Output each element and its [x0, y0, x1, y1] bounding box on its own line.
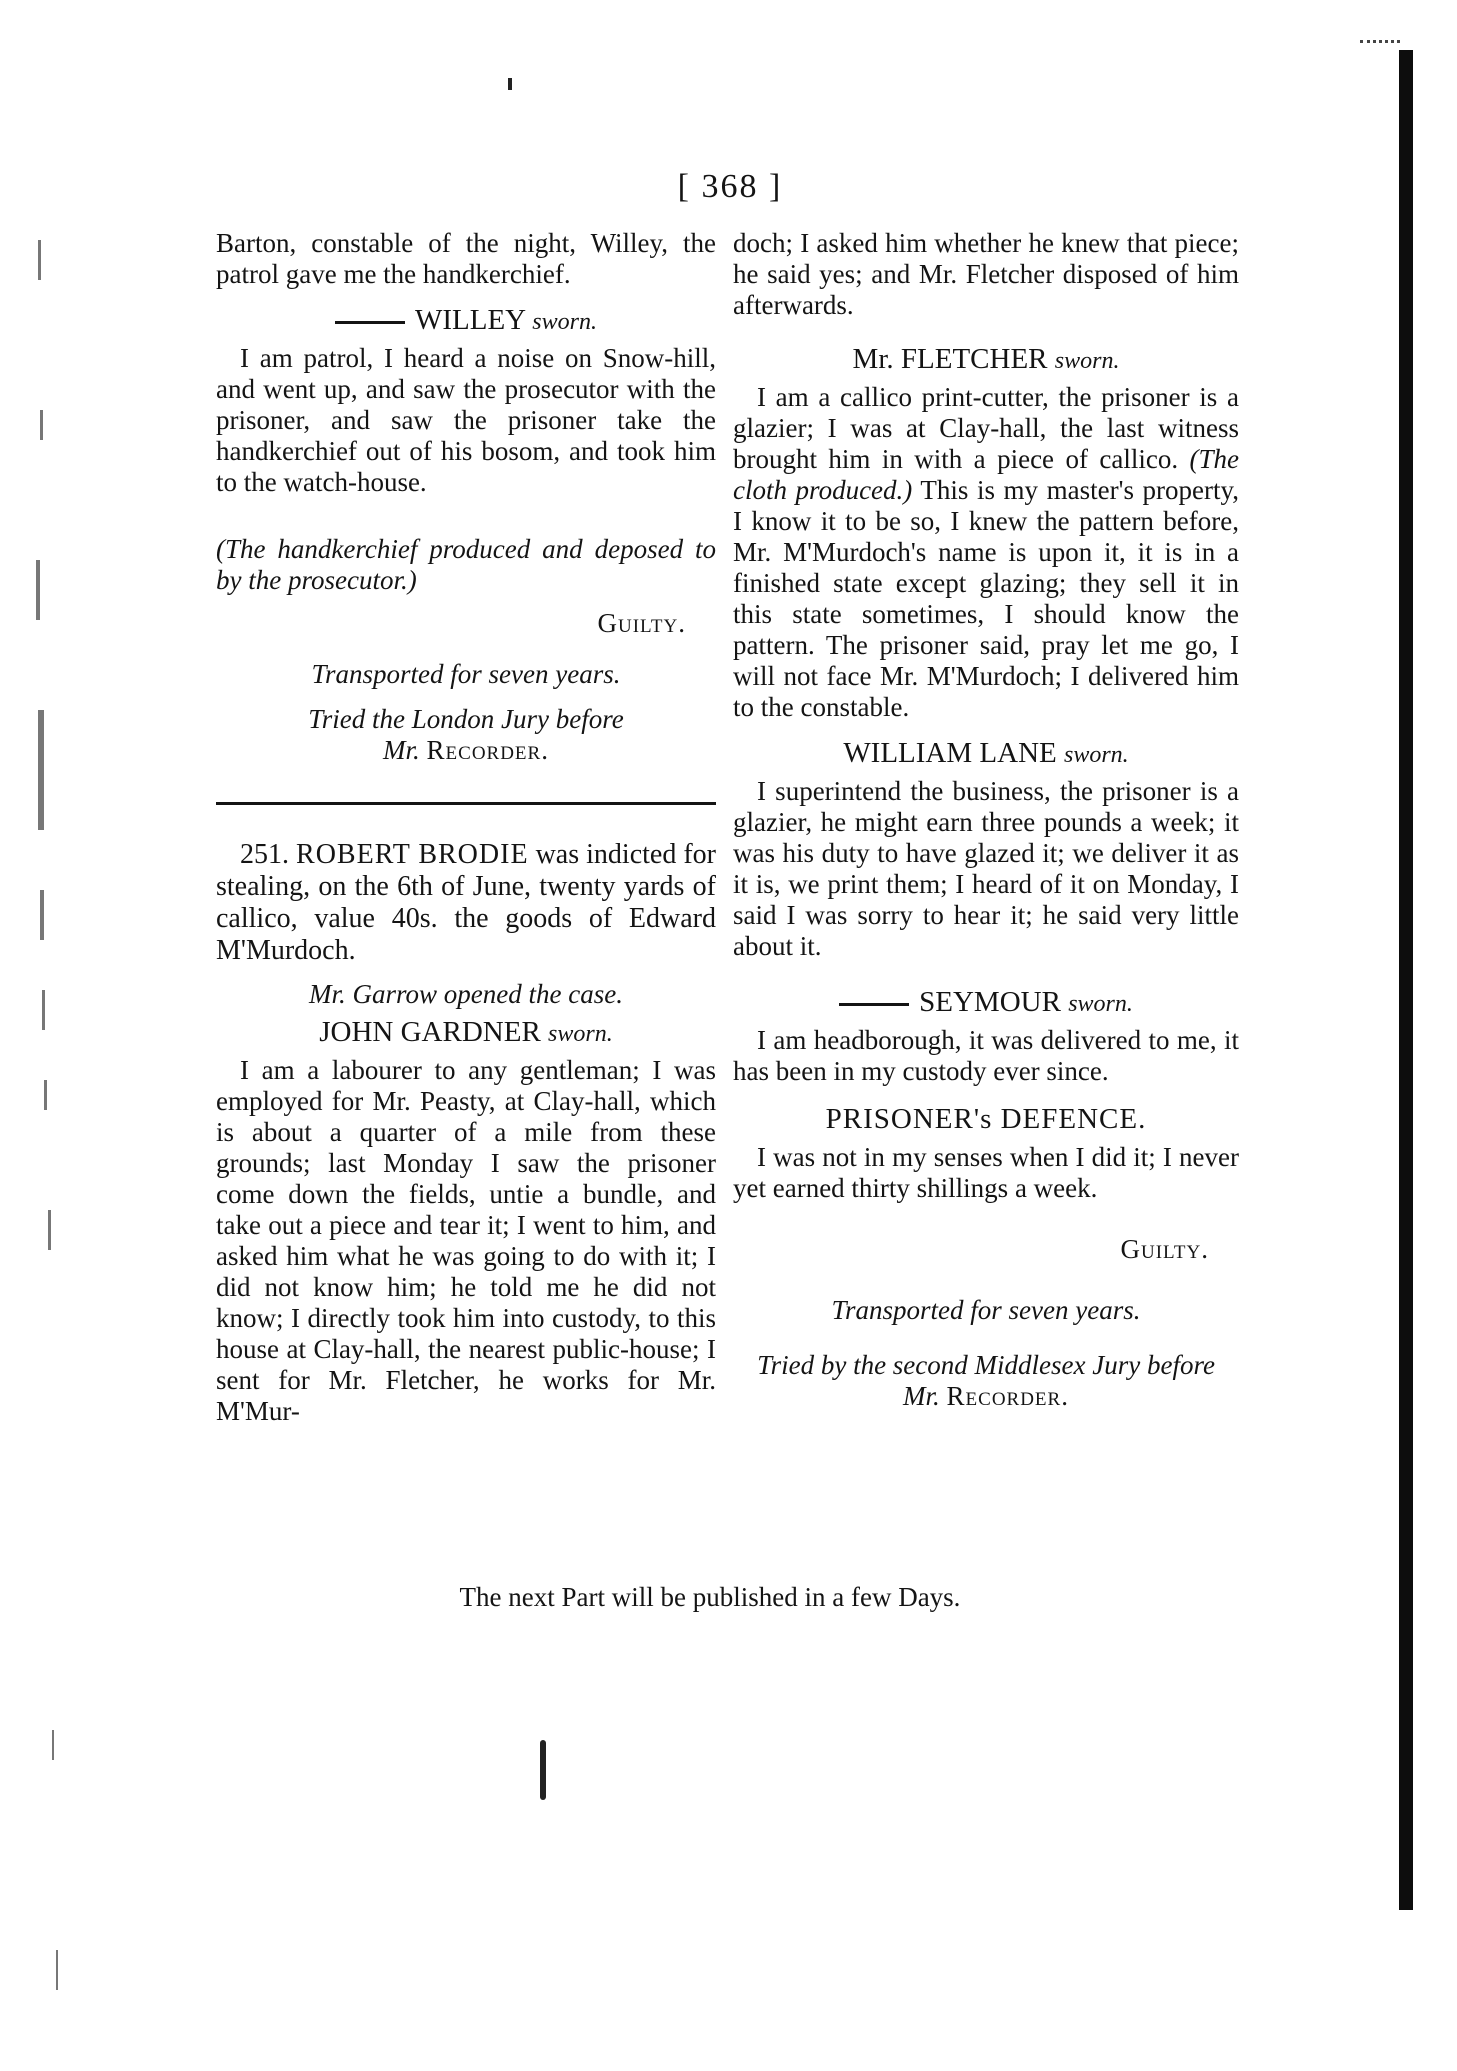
- sentence: Transported for seven years.: [311, 659, 621, 689]
- counsel-opened: Mr. Garrow opened the case.: [309, 979, 623, 1009]
- indictment-text: was indicted for stealing, on the 6th of June, twenty yards of callico, value 40s. the goods of Edward M'Murdoch.: [216, 839, 717, 966]
- scan-speck: [540, 1740, 546, 1800]
- sworn-label: sworn.: [1054, 348, 1120, 374]
- top-right-scan-dots: [1360, 40, 1400, 59]
- sworn-label: sworn.: [1063, 742, 1129, 768]
- witness-name: WILLIAM LANE: [843, 737, 1057, 769]
- sworn-label: sworn.: [1068, 991, 1133, 1017]
- defendant-name: ROBERT BRODIE: [296, 839, 529, 870]
- verdict: Guilty.: [1120, 1234, 1209, 1264]
- seymour-testimony: I am headborough, it was delivered to me, it has been in my custody ever since.: [733, 1025, 1239, 1086]
- sentence: Transported for seven years.: [831, 1295, 1141, 1325]
- scan-speck: [508, 78, 512, 90]
- willey-testimony: I am patrol, I heard a noise on Snow-hill, and went up, and saw the prosecutor with the prisoner, and saw the prisoner take the handkerchief out of his bosom, and took him to the watch-house.: [216, 343, 716, 497]
- tried-before: [733, 1350, 1239, 1412]
- heading-dash: [335, 321, 405, 324]
- tried-before: [216, 704, 716, 766]
- tried-mr: Mr.: [903, 1381, 940, 1411]
- witness-heading-gardner: [216, 1016, 716, 1051]
- page-number: [ 368 ]: [677, 168, 783, 205]
- continuation-paragraph: doch; I asked him whether he knew that piece; he said yes; and Mr. Fletcher disposed of him afterwards.: [733, 228, 1239, 320]
- witness-name: Mr. FLETCHER: [852, 343, 1048, 375]
- fletcher-testimony: [733, 382, 1239, 723]
- witness-name: WILLEY: [415, 304, 526, 336]
- tried-recorder: Recorder.: [426, 735, 549, 765]
- gardner-testimony: I am a labourer to any gentleman; I was employed for Mr. Peasty, at Clay-hall, which is about a quarter of a mile from these grounds; last Monday I saw the prisoner come down the fields, untie a bundle, and take out a piece and tear it; I went to him, and asked him what he was going to do with it; I did not know him; he told me he did not know; I directly took him into custody, to this house at Clay-hall, the nearest public-house; I sent for Mr. Fletcher, he works for Mr. M'Mur-: [216, 1055, 716, 1426]
- case-number: 251.: [240, 839, 289, 870]
- cloth-produced-note: (The cloth produced.): [733, 444, 1239, 505]
- sworn-label: sworn.: [548, 1021, 613, 1047]
- left-edge-scan-marks: [0, 90, 90, 2070]
- witness-name: SEYMOUR: [919, 986, 1061, 1018]
- left-column: [216, 228, 716, 1427]
- verdict: Guilty.: [597, 608, 686, 638]
- fletcher-testimony-part-2: This is my master's property, I know it to be so, I knew the pattern before, Mr. M'Murdoch's name is upon it, it is in a finished state except glazing; they sell it in this state sometimes, I should know the pattern. The prisoner said, pray let me go, I will not face Mr. M'Murdoch; I delivered him to the constable.: [733, 475, 1239, 722]
- case-separator-rule: [216, 802, 716, 805]
- footer-notice: The next Part will be published in a few Days.: [459, 1582, 961, 1612]
- witness-heading-lane: [733, 737, 1239, 772]
- lane-testimony: I superintend the business, the prisoner is a glazier, he might earn three pounds a week; it was his duty to have glazed it; we deliver it as it is, we print them; I heard of it on Monday, I said I was sorry to hear it; he said very little about it.: [733, 776, 1239, 961]
- witness-name: JOHN GARDNER: [319, 1016, 541, 1048]
- tried-recorder: Recorder.: [946, 1381, 1069, 1411]
- right-column: [733, 228, 1239, 1412]
- opening-paragraph: Barton, constable of the night, Willey, the patrol gave me the handkerchief.: [216, 228, 716, 289]
- witness-heading-fletcher: [733, 343, 1239, 378]
- produced-note: (The handkerchief produced and deposed to by the prosecutor.): [216, 534, 716, 595]
- right-edge-scan-bar: [1399, 50, 1413, 1910]
- tried-line-1: Tried the London Jury before: [308, 704, 624, 734]
- defence-text: I was not in my senses when I did it; I never yet earned thirty shillings a week.: [733, 1142, 1239, 1203]
- fletcher-testimony-part-1: I am a callico print-cutter, the prisoner is a glazier; I was at Clay-hall, the last witness brought him in with a piece of callico.: [733, 382, 1239, 474]
- defence-heading: PRISONER's DEFENCE.: [825, 1103, 1147, 1135]
- heading-dash: [839, 1003, 909, 1006]
- witness-heading-seymour: [733, 986, 1239, 1021]
- witness-heading-willey: [216, 304, 716, 339]
- case-indictment: [216, 839, 716, 967]
- sworn-label: sworn.: [532, 309, 597, 335]
- tried-mr: Mr.: [383, 735, 420, 765]
- tried-line-1: Tried by the second Middlesex Jury before: [757, 1350, 1215, 1380]
